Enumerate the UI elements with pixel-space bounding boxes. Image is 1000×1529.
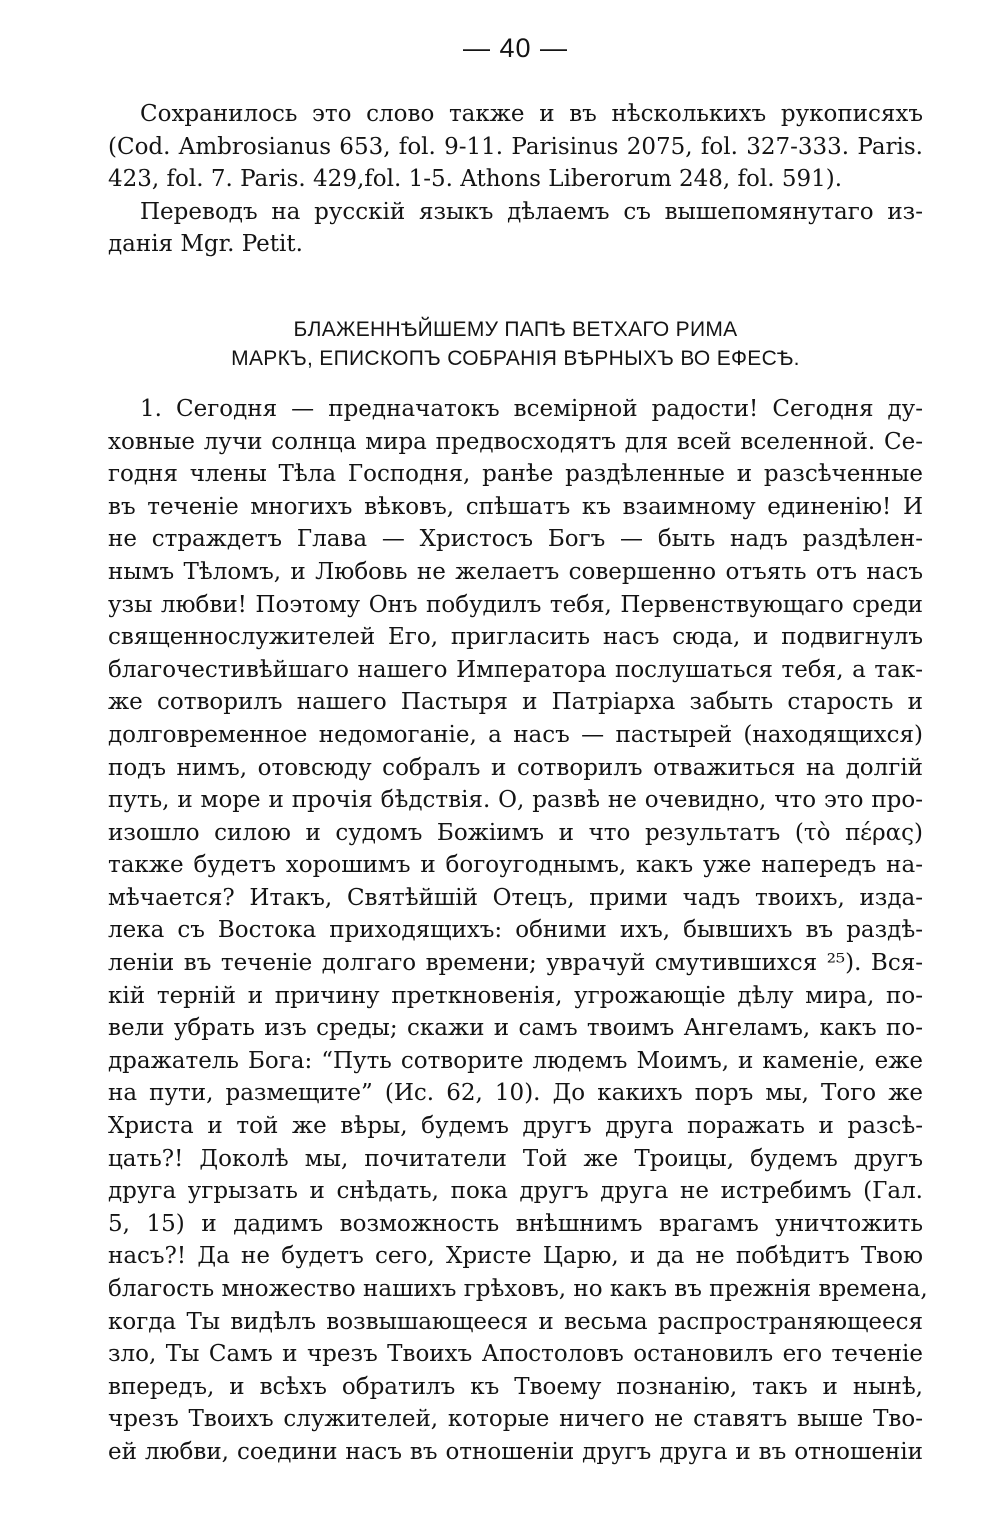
- letter-heading: [108, 315, 923, 373]
- intro-line: Переводъ на русскій языкъ дѣлаемъ съ вышепомянутаго из-: [140, 198, 923, 225]
- body-line: въ теченіе многихъ вѣковъ, спѣшатъ къ взаимному единенію! И: [108, 493, 923, 520]
- heading-line-1: БЛАЖЕННѢЙШЕМУ ПАПѢ ВЕТХАГО РИМА: [293, 317, 738, 341]
- body-line: впередъ, и всѣхъ обратилъ къ Твоему познанію, такъ и нынѣ,: [108, 1373, 923, 1400]
- body-text: [108, 393, 928, 1469]
- body-line: подъ нимъ, отовсюду собралъ и сотворилъ отважиться на долгій: [108, 754, 923, 781]
- body-line: нымъ Тѣломъ, и Любовь не желаетъ совершенно отъять отъ насъ: [108, 558, 923, 585]
- body-line: вели убрать изъ среды; скажи и самъ твоимъ Ангеламъ, какъ по-: [108, 1015, 923, 1042]
- body-line: священнослужителей Его, пригласить насъ сюда, и подвигнулъ: [108, 624, 923, 651]
- body-line: кій терній и причину преткновенія, угрожающіе дѣлу мира, по-: [108, 982, 923, 1009]
- page-number: — 40 —: [462, 33, 569, 63]
- body-line: не страждетъ Глава — Христосъ Богъ — быть надъ раздѣлен-: [108, 526, 923, 553]
- body-line: узы любви! Поэтому Онъ побудилъ тебя, Первенствующаго среди: [108, 591, 923, 618]
- body-line: годня члены Тѣла Господня, ранѣе раздѣленные и разсѣченные: [108, 461, 923, 488]
- body-line: лека съ Востока приходящихъ: обними ихъ, бывшихъ въ раздѣ-: [108, 917, 923, 944]
- body-line: дражатель Бога: “Путь сотворите людемъ Моимъ, и каменіе, еже: [108, 1047, 923, 1074]
- body-line: ей любви, соедини насъ въ отношеніи другъ друга и въ отношеніи: [108, 1438, 923, 1465]
- body-line: 1. Сегодня — предначатокъ всемірной радости! Сегодня ду-: [140, 395, 923, 422]
- body-line: леніи въ теченіе долгаго времени; уврачуй смутившихся ²⁵). Вся-: [108, 950, 923, 977]
- body-line: ховные лучи солнца мира предвосходятъ для всей вселенной. Се-: [108, 428, 923, 455]
- intro-line: Сохранилось это слово также и въ нѣсколькихъ рукописяхъ: [140, 101, 923, 127]
- body-line: изошло силою и судомъ Божіимъ и что результатъ (τὸ πέρας): [108, 819, 923, 846]
- body-line: чрезъ Твоихъ служителей, которые ничего не ставятъ выше Тво-: [108, 1406, 923, 1433]
- intro-line: (Cod. Ambrosianus 653, fol. 9-11. Parisinus 2075, fol. 327-333. Paris.: [108, 133, 923, 160]
- heading-line-2: МАРКЪ, ЕПИСКОПЪ СОБРАНІЯ ВѢРНЫХЪ ВО ЕФЕСѢ.: [231, 346, 800, 370]
- intro-line: 423, fol. 7. Paris. 429,fol. 1-5. Athons Liberorum 248, fol. 591).: [108, 166, 843, 193]
- body-line: мѣчается? Итакъ, Святѣйшій Отецъ, прими чадъ твоихъ, изда-: [108, 884, 923, 911]
- body-line: благочестивѣйшаго нашего Императора послушаться тебя, а так-: [108, 656, 923, 683]
- body-line: на пути, размещите” (Ис. 62, 10). До какихъ поръ мы, Того же: [108, 1080, 923, 1107]
- book-page: [108, 28, 928, 1469]
- body-line: зло, Ты Самъ и чрезъ Твоихъ Апостоловъ остановилъ его теченіе: [108, 1341, 923, 1368]
- body-line: цать?! Доколѣ мы, почитатели Той же Троицы, будемъ другъ: [108, 1145, 923, 1172]
- body-line: же сотворилъ нашего Пастыря и Патріарха забыть старость и: [108, 689, 923, 716]
- body-line: путь, и море и прочія бѣдствія. О, развѣ не очевидно, что это про-: [108, 787, 923, 814]
- body-line: также будетъ хорошимъ и богоугоднымъ, какъ уже напередъ на-: [108, 852, 923, 879]
- body-line: долговременное недомоганіе, а насъ — пастырей (находящихся): [108, 721, 923, 748]
- body-line: насъ?! Да не будетъ сего, Христе Царю, и да не побѣдитъ Твою: [108, 1243, 923, 1270]
- intro-paragraph: [108, 98, 923, 261]
- body-line: друга угрызать и снѣдать, пока другъ друга не истребимъ (Гал.: [108, 1178, 923, 1205]
- body-line: когда Ты видѣлъ возвышающееся и весьма распространяющееся: [108, 1308, 923, 1335]
- body-line: Христа и той же вѣры, будемъ другъ друга поражать и разсѣ-: [108, 1113, 923, 1140]
- intro-line: данія Mgr. Petit.: [108, 231, 303, 258]
- body-line: благость множество нашихъ грѣховъ, но какъ въ прежнія времена,: [108, 1276, 928, 1302]
- body-line: 5, 15) и дадимъ возможность внѣшнимъ врагамъ уничтожить: [108, 1210, 923, 1237]
